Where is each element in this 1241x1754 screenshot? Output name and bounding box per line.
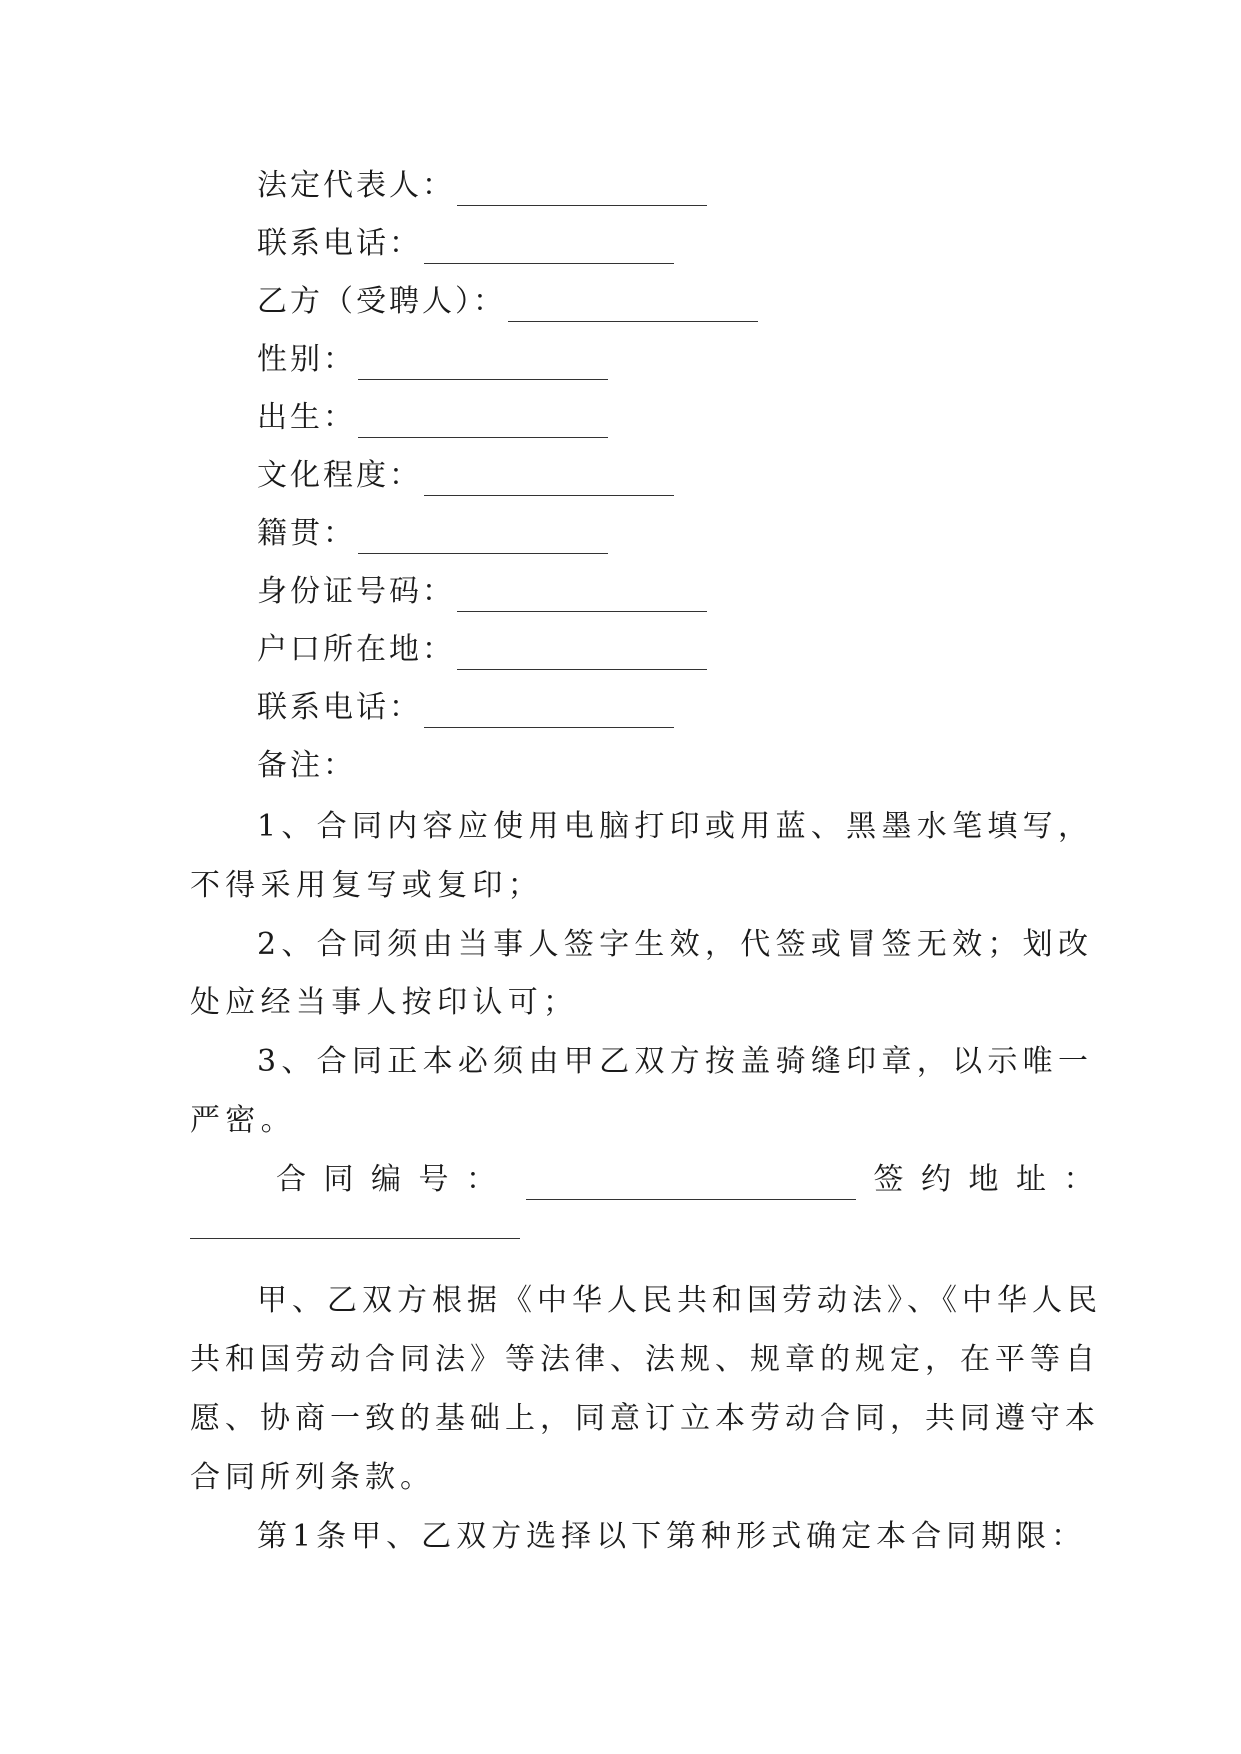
field-row-native-place: [257, 514, 608, 554]
blank-line: [424, 703, 674, 728]
notes-title: 备注：: [257, 748, 356, 783]
note-2-line-1: 2、合同须由当事人签字生效，代签或冒签无效；划改: [257, 927, 1094, 962]
contract-number-label: 合同编号：: [276, 1162, 514, 1197]
field-label: 性别：: [257, 342, 356, 377]
intro-line-2: 共和国劳动合同法》等法律、法规、规章的规定，在平等自: [190, 1342, 1100, 1377]
blank-line: [358, 413, 608, 438]
field-row-contact-phone-2: [257, 688, 674, 728]
blank-line: [457, 645, 707, 670]
note-3-line-2: 严密。: [190, 1103, 296, 1138]
field-row-household-registration: [257, 630, 707, 670]
blank-line: [358, 529, 608, 554]
field-label: 法定代表人：: [257, 168, 455, 203]
contract-header-row: [276, 1160, 1111, 1200]
contract-number-blank: [526, 1175, 856, 1200]
intro-line-3: 愿、协商一致的基础上，同意订立本劳动合同，共同遵守本: [190, 1401, 1100, 1436]
field-row-education: [257, 456, 674, 496]
field-label: 户口所在地：: [257, 632, 455, 667]
note-2-line-2: 处应经当事人按印认可；: [190, 985, 579, 1020]
note-1-line-2: 不得采用复写或复印；: [190, 868, 543, 903]
signing-address-label: 签约地址：: [873, 1162, 1111, 1197]
field-row-birth: [257, 398, 608, 438]
field-row-legal-representative: [257, 166, 707, 206]
article-1: 第1条甲、乙双方选择以下第种形式确定本合同期限：: [257, 1519, 1087, 1554]
blank-line: [424, 239, 674, 264]
field-label: 联系电话：: [257, 226, 422, 261]
blank-line: [358, 355, 608, 380]
blank-line: [457, 587, 707, 612]
note-3-line-1: 3、合同正本必须由甲乙双方按盖骑缝印章，以示唯一: [257, 1044, 1094, 1079]
field-label: 出生：: [257, 400, 356, 435]
signing-address-blank: [190, 1238, 520, 1239]
blank-line: [508, 297, 758, 322]
intro-line-1: 甲、乙双方根据《中华人民共和国劳动法》、《中华人民: [257, 1283, 1102, 1318]
field-label: 文化程度：: [257, 458, 422, 493]
field-row-gender: [257, 340, 608, 380]
field-row-id-number: [257, 572, 707, 612]
field-row-contact-phone: [257, 224, 674, 264]
note-1-line-1: 1、合同内容应使用电脑打印或用蓝、黑墨水笔填写，: [257, 809, 1094, 844]
field-label: 乙方（受聘人）：: [257, 284, 506, 319]
blank-line: [457, 181, 707, 206]
field-label: 身份证号码：: [257, 574, 455, 609]
field-label: 联系电话：: [257, 690, 422, 725]
blank-line: [424, 471, 674, 496]
intro-line-4: 合同所列条款。: [190, 1460, 435, 1495]
field-row-party-b: [257, 282, 758, 322]
field-label: 籍贯：: [257, 516, 356, 551]
